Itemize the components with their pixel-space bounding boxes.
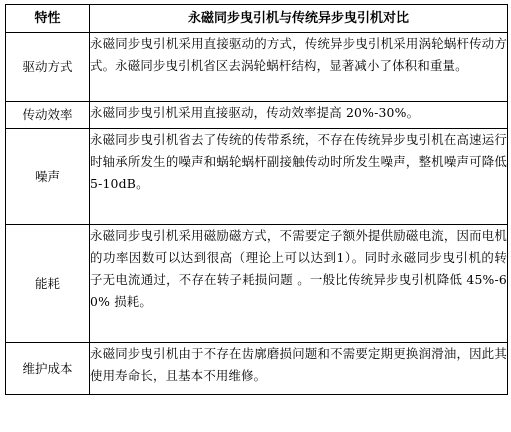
description-cell: 永磁同步曳引机省去了传统的传带系统，不存在传统异步曳引机在高速运行时轴承所发生的噪声和蜗轮蜗杆副接触传动时所发生噪声，整机噪声可降低 5-10dB。: [90, 129, 508, 225]
table-row: [6, 102, 508, 129]
description-cell: 永磁同步曳引机由于不存在齿廓磨损问题和不需要定期更换润滑油，因此其使用寿命长，且基本不用维修。: [90, 343, 508, 395]
description-cell: 永磁同步曳引机采用直接驱动的方式，传统异步曳引机采用涡轮蜗杆传动方式。永磁同步曳引机省区去涡轮蜗杆结构，显著减小了体积和重量。: [90, 33, 508, 102]
comparison-table: [5, 4, 508, 395]
header-comparison: 永磁同步曳引机与传统异步曳引机对比: [90, 5, 508, 33]
feature-cell: 能耗: [6, 225, 90, 343]
feature-cell: 传动效率: [6, 102, 90, 129]
table-row: [6, 225, 508, 343]
description-cell: 永磁同步曳引机采用直接驱动，传动效率提高 20%-30%。: [90, 102, 508, 129]
feature-cell: 噪声: [6, 129, 90, 225]
feature-cell: 驱动方式: [6, 33, 90, 102]
feature-cell: 维护成本: [6, 343, 90, 395]
table-row: [6, 343, 508, 395]
header-feature: 特性: [6, 5, 90, 33]
description-cell: 永磁同步曳引机采用磁励磁方式，不需要定子额外提供励磁电流，因而电机的功率因数可以达到很高（理论上可以达到1）。同时永磁同步曳引机的转子无电流通过，不存在转子耗损问题 。一般比传统异步曳引机降低 45%-60% 损耗。: [90, 225, 508, 343]
table-row: [6, 129, 508, 225]
table-row: [6, 33, 508, 102]
table-header-row: [6, 5, 508, 33]
